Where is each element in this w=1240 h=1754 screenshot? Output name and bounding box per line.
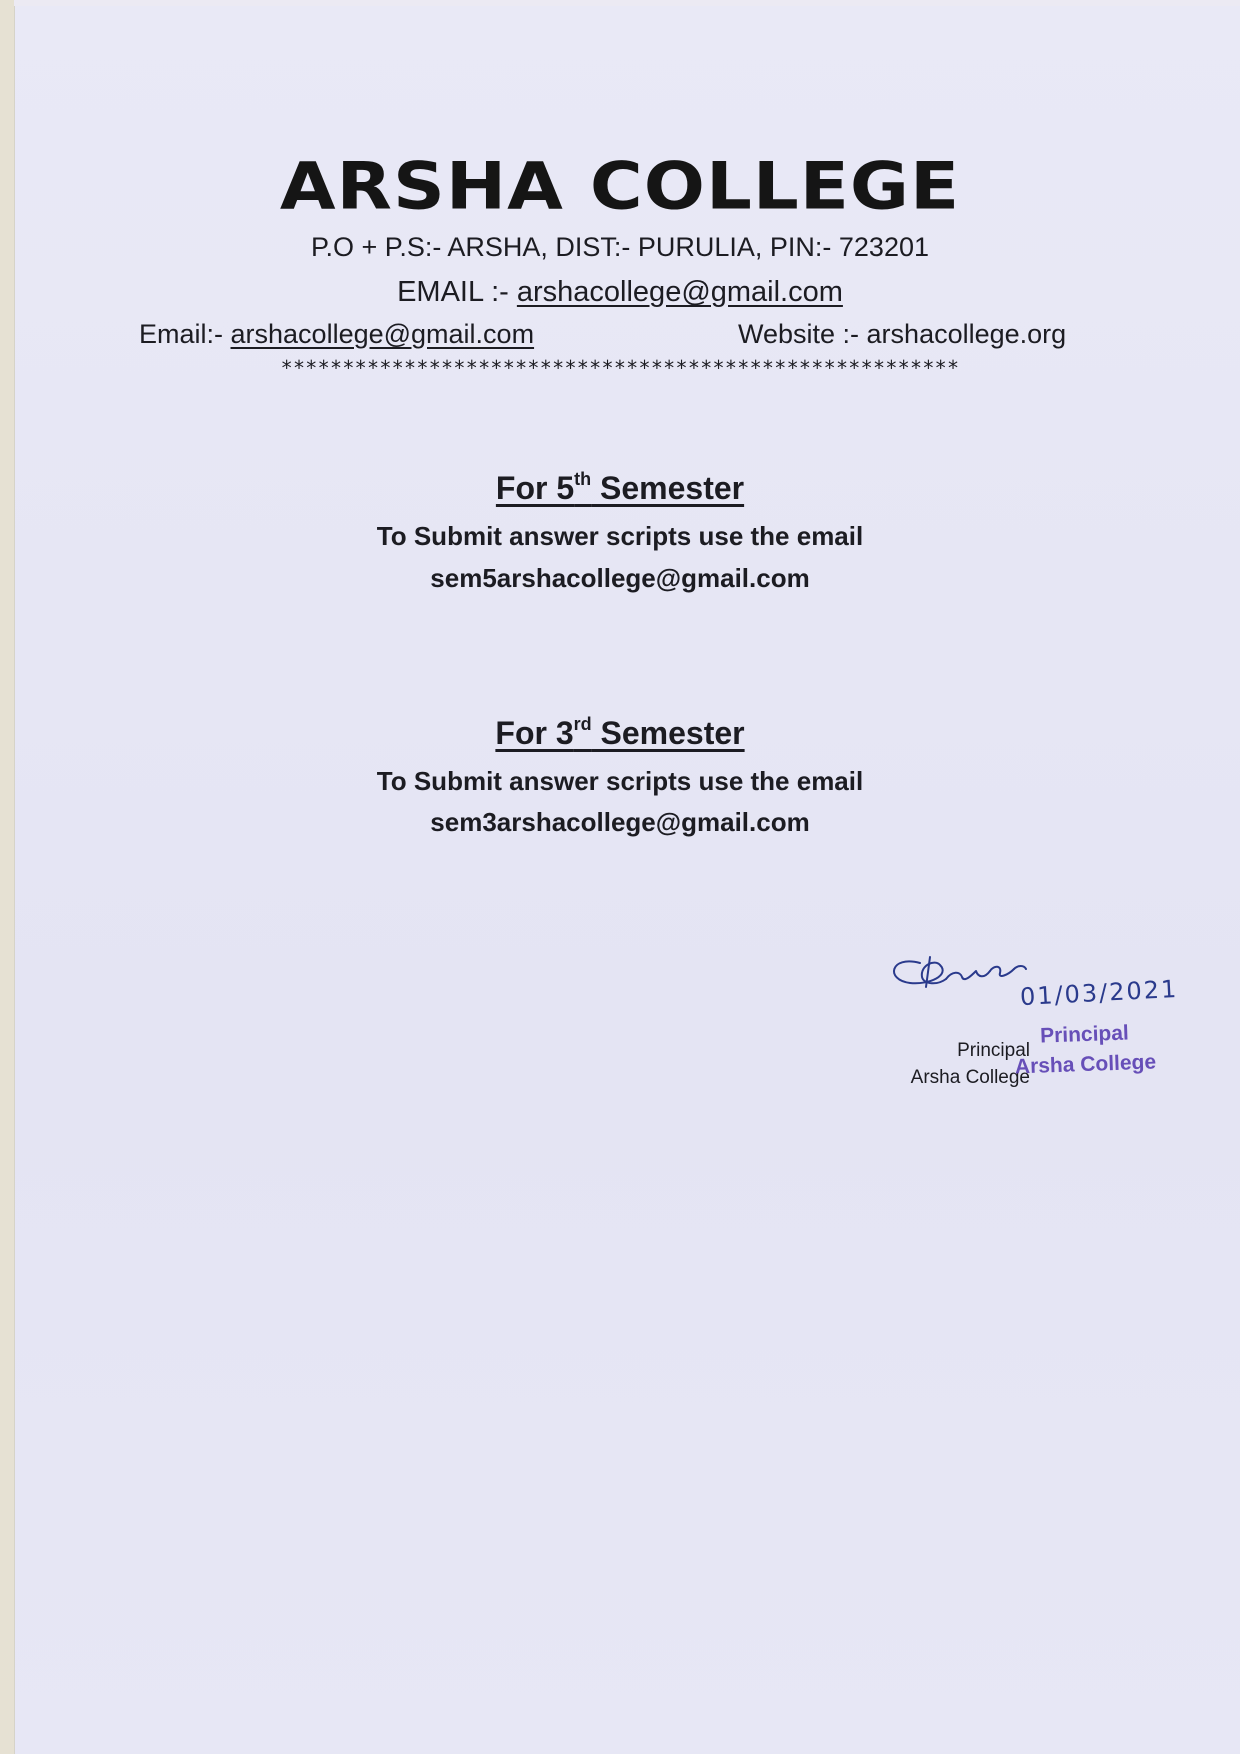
- handwritten-date: 01/03/2021: [1019, 974, 1179, 1012]
- stamp-title: Principal: [1039, 1021, 1130, 1048]
- email-line: [0, 276, 1240, 309]
- semester-5-email: sem5arshacollege@gmail.com: [430, 563, 810, 593]
- semester-3-heading-suffix: Semester: [591, 715, 745, 751]
- semester-5-heading-prefix: For 5: [495, 470, 575, 506]
- semester-5-heading: [0, 470, 1240, 507]
- stamp-org: Arsha College: [1014, 1050, 1157, 1079]
- semester-5-heading-suffix: Semester: [591, 470, 745, 506]
- semester-3-email: sem3arshacollege@gmail.com: [430, 807, 810, 837]
- document-page: [14, 6, 1240, 1754]
- college-address: P.O + P.S:- ARSHA, DIST:- PURULIA, PIN:- 723201: [310, 232, 929, 262]
- email-line-label: EMAIL :-: [397, 276, 517, 308]
- semester-3-heading-prefix: For 3: [495, 715, 574, 751]
- website-line: Website :- arshacollege.org: [738, 319, 1067, 349]
- college-email-link[interactable]: arshacollege@gmail.com: [516, 276, 843, 308]
- signatory-org: Arsha College: [910, 1067, 1030, 1088]
- semester-5-ordinal: th: [574, 469, 592, 489]
- email-line-secondary: [139, 319, 534, 350]
- semester-3-ordinal: rd: [573, 714, 592, 734]
- semester-3-instruction: To Submit answer scripts use the email: [376, 766, 864, 796]
- asterisk-separator: *******************************************************: [280, 356, 960, 380]
- principal-stamp: [999, 1017, 1171, 1083]
- college-email-link-secondary[interactable]: arshacollege@gmail.com: [230, 319, 535, 349]
- semester-5-instruction: To Submit answer scripts use the email: [376, 521, 864, 551]
- semester-3-heading: [0, 715, 1240, 752]
- handwritten-signature: [880, 935, 1220, 1025]
- college-name-heading: ARSHA COLLEGE: [279, 148, 961, 224]
- signatory-title: Principal: [957, 1040, 1030, 1061]
- email-secondary-label: Email:-: [139, 319, 231, 349]
- paper-edge-strip: [0, 0, 14, 1754]
